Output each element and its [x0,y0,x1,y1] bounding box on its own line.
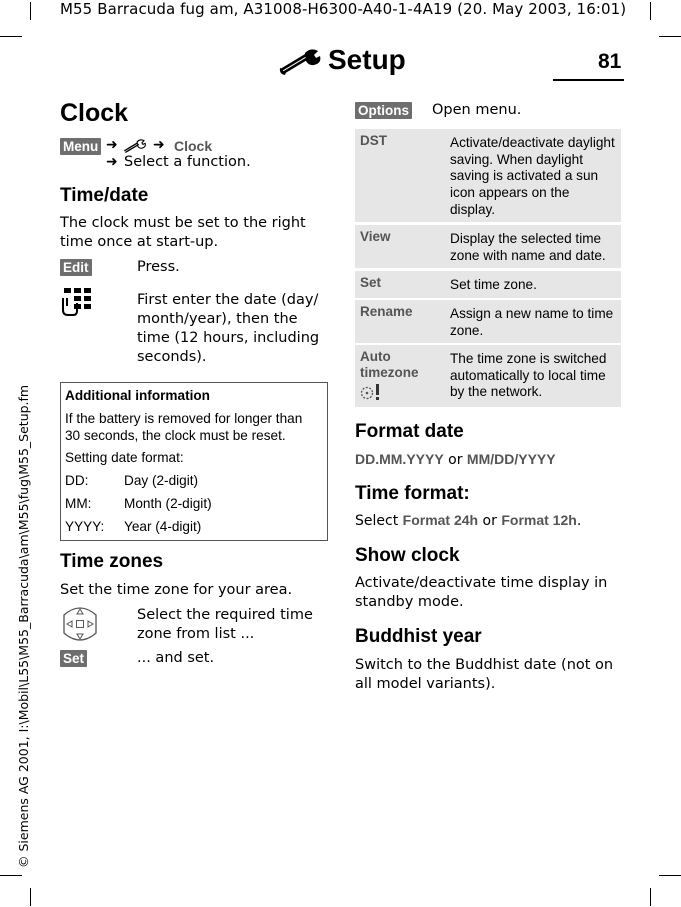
select-function-text: Select a function. [124,154,251,170]
page-number: 81 [598,50,622,73]
buddhist-year-text [355,656,613,694]
options-text: Open menu. [432,102,522,118]
menu-path [60,137,340,177]
format-12h[interactable]: Format 12h [501,512,577,528]
running-title: M55 Barracuda fug am, A31008-H6300-A40-1-4A19 (20. May 2003, 16:01) [60,0,627,18]
crop-mark [0,36,22,37]
edit-text: Press. [137,259,180,275]
period: . [576,513,582,529]
desc-line: saving is activated a sun [450,168,599,184]
option-row-auto-timezone[interactable] [355,345,621,407]
or-text: or [478,513,502,529]
buddhist-year-heading: Buddhist year [355,626,482,647]
menu-item-clock[interactable]: Clock [174,138,213,154]
key-line: timezone [360,365,419,380]
option-key: Set [360,275,382,290]
option-desc [450,351,618,401]
buddhist-line: Switch to the Buddhist date (not on [355,657,614,673]
time-zones-heading: Time zones [60,551,164,572]
info-line: If the battery is removed for longer than [65,411,303,426]
keypad-line: month/year), then the [137,311,298,327]
wrench-icon [122,138,148,154]
format-code: MM: [65,496,92,511]
desc-line: icon appears on the [450,185,570,201]
show-clock-line: standby mode. [355,594,464,610]
keypad-line: seconds). [137,349,207,365]
nav-line: Select the required time [137,607,313,623]
crop-mark [659,875,681,876]
crop-mark [0,875,22,876]
set-key[interactable]: Set [60,650,87,667]
format-date-a[interactable]: DD.MM.YYYY [355,451,444,467]
crop-mark [650,888,651,906]
set-text: ... and set. [137,650,215,666]
info-title: Additional information [65,388,210,403]
desc-line: Activate/deactivate daylight [450,135,615,150]
option-row-set[interactable] [355,271,621,298]
option-desc [450,135,618,219]
crop-mark [659,36,681,37]
desc-line: saving. When daylight [450,151,583,167]
info-line: 30 seconds, the clock must be reset. [65,428,286,443]
or-text: or [443,452,467,468]
format-date-options [355,451,556,468]
desc-line: The time zone is switched [450,351,607,366]
key-line: Auto [360,349,391,364]
format-code: DD: [65,473,89,488]
time-format-heading: Time format: [355,483,470,504]
intro-line: time once at start-up. [60,234,219,250]
time-zones-intro: Set the time zone for your area. [60,582,293,598]
menu-key[interactable]: Menu [60,138,101,155]
show-clock-text [355,574,607,612]
desc-line: Set time zone. [450,277,537,292]
format-desc: Year (4-digit) [124,519,202,534]
arrow-right-icon: ➜ [153,137,165,153]
crop-mark [30,2,31,20]
clock-heading: Clock [60,99,129,127]
desc-line: by the network. [450,384,543,400]
desc-line: Assign a new name to time [450,306,614,321]
desc-line: zone with name and date. [450,247,606,263]
section-title: Setup [328,44,406,75]
option-row-rename[interactable] [355,300,621,343]
info-line: Setting date format: [65,450,184,465]
nav-line: zone from list ... [137,626,255,642]
nav-text [137,606,313,644]
show-clock-line: Activate/deactivate time display in [355,575,608,591]
keypad-line: time (12 hours, including [137,330,320,346]
option-desc [450,277,618,294]
option-row-view[interactable] [355,225,621,268]
header-rule [553,79,624,81]
side-copyright-path: © Siemens AG 2001, I:\Mobil\L55\M55_Barracuda\am\M55\fug\M55_Setup.fm [16,384,31,868]
keypad-icon [60,287,94,317]
keypad-line: First enter the date (day/ [137,292,319,308]
buddhist-line: all model variants). [355,676,496,692]
desc-line: Display the selected time [450,231,602,246]
option-key: Rename [360,304,413,319]
format-date-b[interactable]: MM/DD/YYYY [466,451,556,467]
option-desc [450,231,618,264]
time-format-options [355,512,581,529]
time-date-intro [60,214,306,252]
format-date-heading: Format date [355,421,464,442]
intro-line: The clock must be set to the right [60,215,306,231]
arrow-right-icon: ➜ [106,154,118,170]
option-row-dst[interactable] [355,129,621,222]
option-key: DST [360,133,387,148]
arrow-right-icon: ➜ [106,137,118,153]
format-code: YYYY: [65,519,105,534]
show-clock-heading: Show clock [355,545,460,566]
format-24h[interactable]: Format 24h [402,512,479,528]
format-desc: Day (2-digit) [124,473,199,488]
time-date-heading: Time/date [60,185,149,206]
crop-mark [30,888,31,906]
option-desc [450,306,618,339]
select-text: Select [355,513,403,529]
keypad-text [137,291,319,367]
desc-line: display. [450,201,496,217]
wrench-icon [278,46,324,76]
option-key: View [360,229,391,244]
format-desc: Month (2-digit) [124,496,212,511]
desc-line: zone. [450,322,484,338]
crop-mark [650,2,651,20]
option-key [360,349,419,381]
navigation-key-icon[interactable] [58,603,102,645]
desc-line: automatically to local time [450,367,606,383]
network-auto-icon [360,382,386,402]
additional-info-box [60,382,328,541]
edit-key[interactable]: Edit [60,259,92,276]
options-key[interactable]: Options [355,102,412,119]
